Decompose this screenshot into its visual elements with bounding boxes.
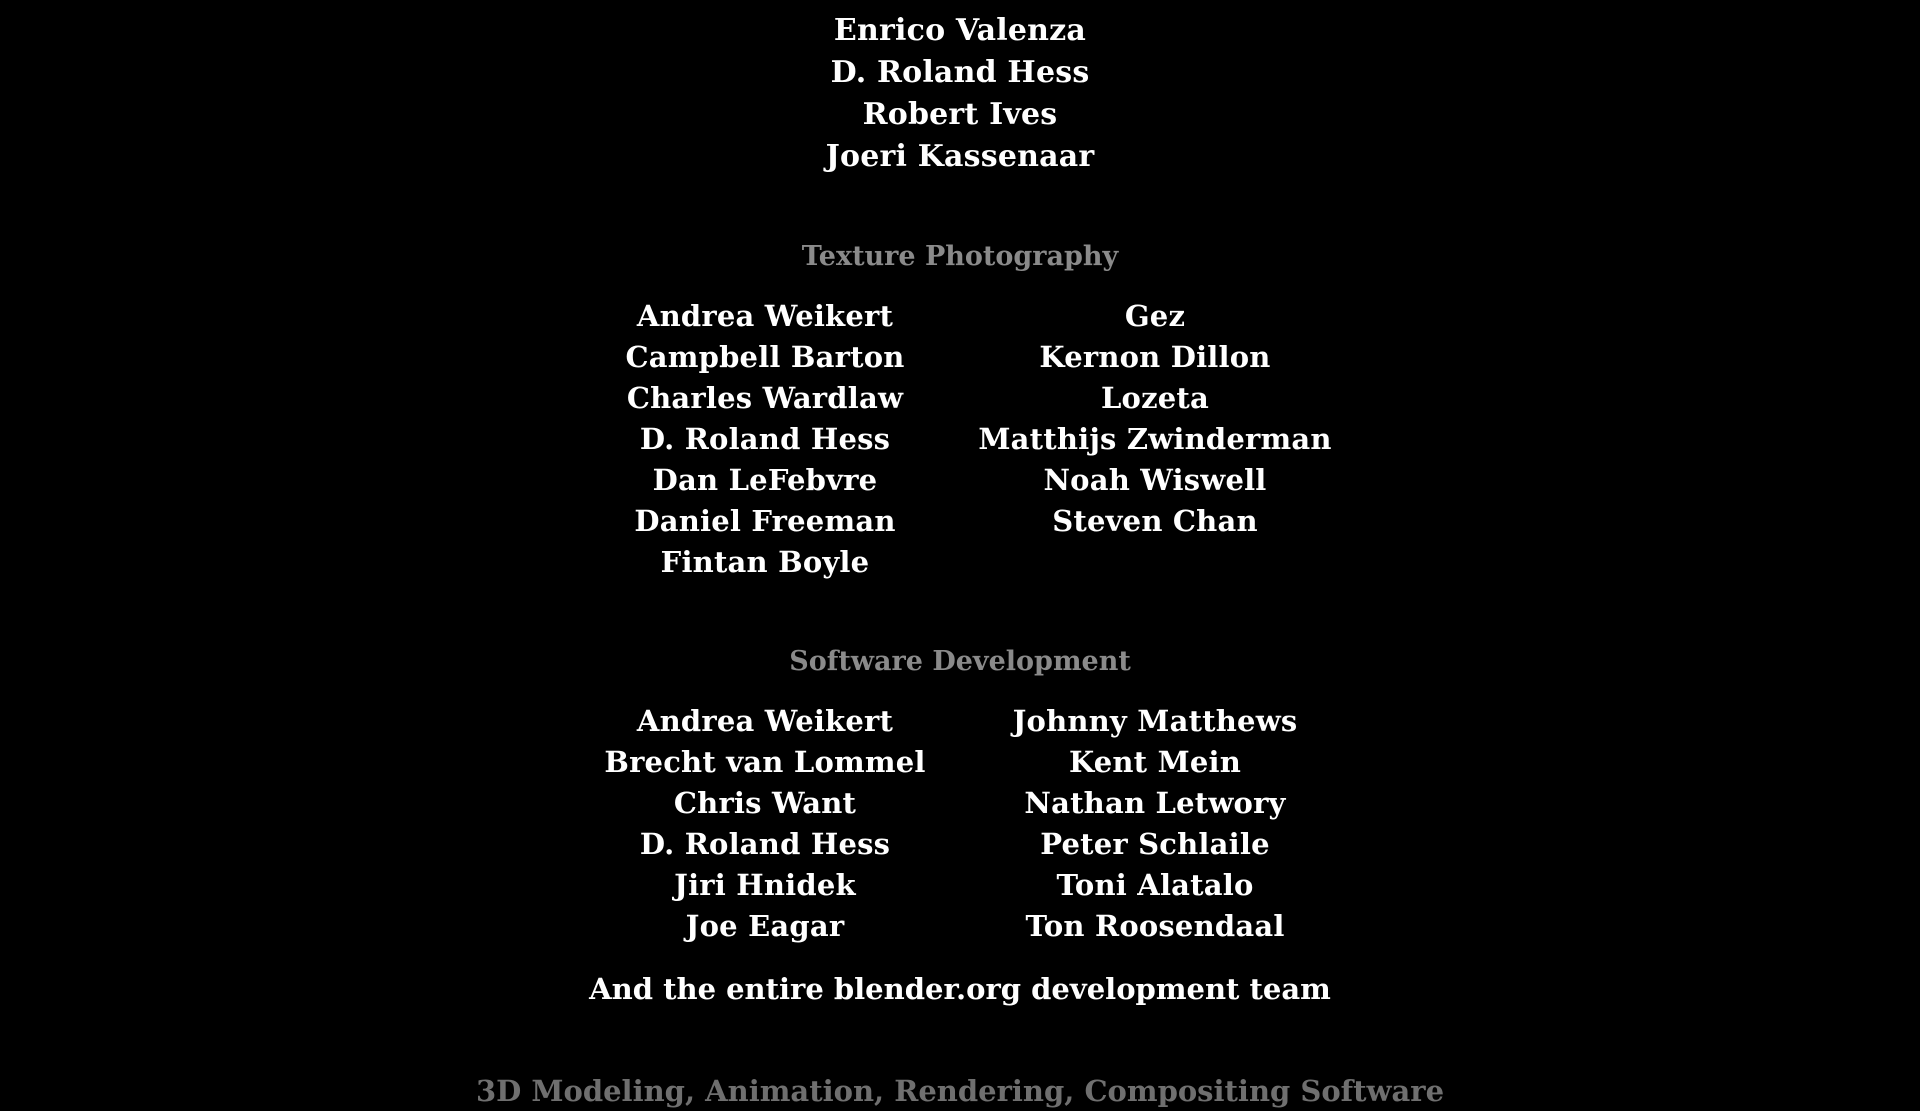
spacer xyxy=(0,947,1920,969)
credit-name: Chris Want xyxy=(673,786,857,820)
credit-name: Matthijs Zwinderman xyxy=(978,422,1332,456)
development-team-note: And the entire blender.org development team xyxy=(589,972,1331,1006)
credit-name: Dan LeFebvre xyxy=(652,463,878,497)
credit-name: Toni Alatalo xyxy=(1056,868,1254,902)
spacer xyxy=(0,583,1920,645)
section-title: Software Development xyxy=(789,646,1131,677)
section-column-right xyxy=(960,701,1350,947)
section-column-left xyxy=(570,701,960,947)
spacer xyxy=(0,1009,1920,1071)
credit-name: Jiri Hnidek xyxy=(674,868,856,902)
section-software-development xyxy=(0,645,1920,1009)
credit-name: Fintan Boyle xyxy=(660,545,870,579)
credit-name: Peter Schlaile xyxy=(1040,827,1270,861)
credit-name: Kernon Dillon xyxy=(1039,340,1271,374)
credit-name: Lozeta xyxy=(1100,381,1210,415)
credit-name: Johnny Matthews xyxy=(1012,704,1298,738)
credit-name: Robert Ives xyxy=(862,97,1058,132)
section-column-left xyxy=(570,296,960,583)
credit-name: Nathan Letwory xyxy=(1024,786,1286,820)
section-columns xyxy=(0,701,1920,947)
spacer xyxy=(0,679,1920,701)
software-tagline: 3D Modeling, Animation, Rendering, Compositing Software xyxy=(475,1074,1445,1108)
credit-name: Joe Eagar xyxy=(685,909,845,943)
credit-name: Gez xyxy=(1124,299,1186,333)
section-title: Texture Photography xyxy=(801,241,1119,272)
credit-name: Steven Chan xyxy=(1052,504,1258,538)
credit-name: Charles Wardlaw xyxy=(626,381,904,415)
credit-name: Brecht van Lommel xyxy=(604,745,926,779)
credit-name: Ton Roosendaal xyxy=(1025,909,1285,943)
credit-name: Campbell Barton xyxy=(625,340,905,374)
credit-name: Kent Mein xyxy=(1068,745,1242,779)
credit-name: Andrea Weikert xyxy=(636,704,894,738)
credit-name: D. Roland Hess xyxy=(639,422,891,456)
credit-name: Andrea Weikert xyxy=(636,299,894,333)
credit-name: D. Roland Hess xyxy=(830,55,1090,90)
credit-name: D. Roland Hess xyxy=(639,827,891,861)
credit-name: Daniel Freeman xyxy=(634,504,896,538)
section-columns xyxy=(0,296,1920,583)
credit-name: Noah Wiswell xyxy=(1043,463,1267,497)
credit-name: Joeri Kassenaar xyxy=(825,139,1095,174)
spacer xyxy=(0,178,1920,240)
top-names-block xyxy=(0,0,1920,178)
section-texture-photography xyxy=(0,240,1920,583)
section-column-right xyxy=(960,296,1350,542)
credit-name: Enrico Valenza xyxy=(833,13,1087,48)
spacer xyxy=(0,274,1920,296)
